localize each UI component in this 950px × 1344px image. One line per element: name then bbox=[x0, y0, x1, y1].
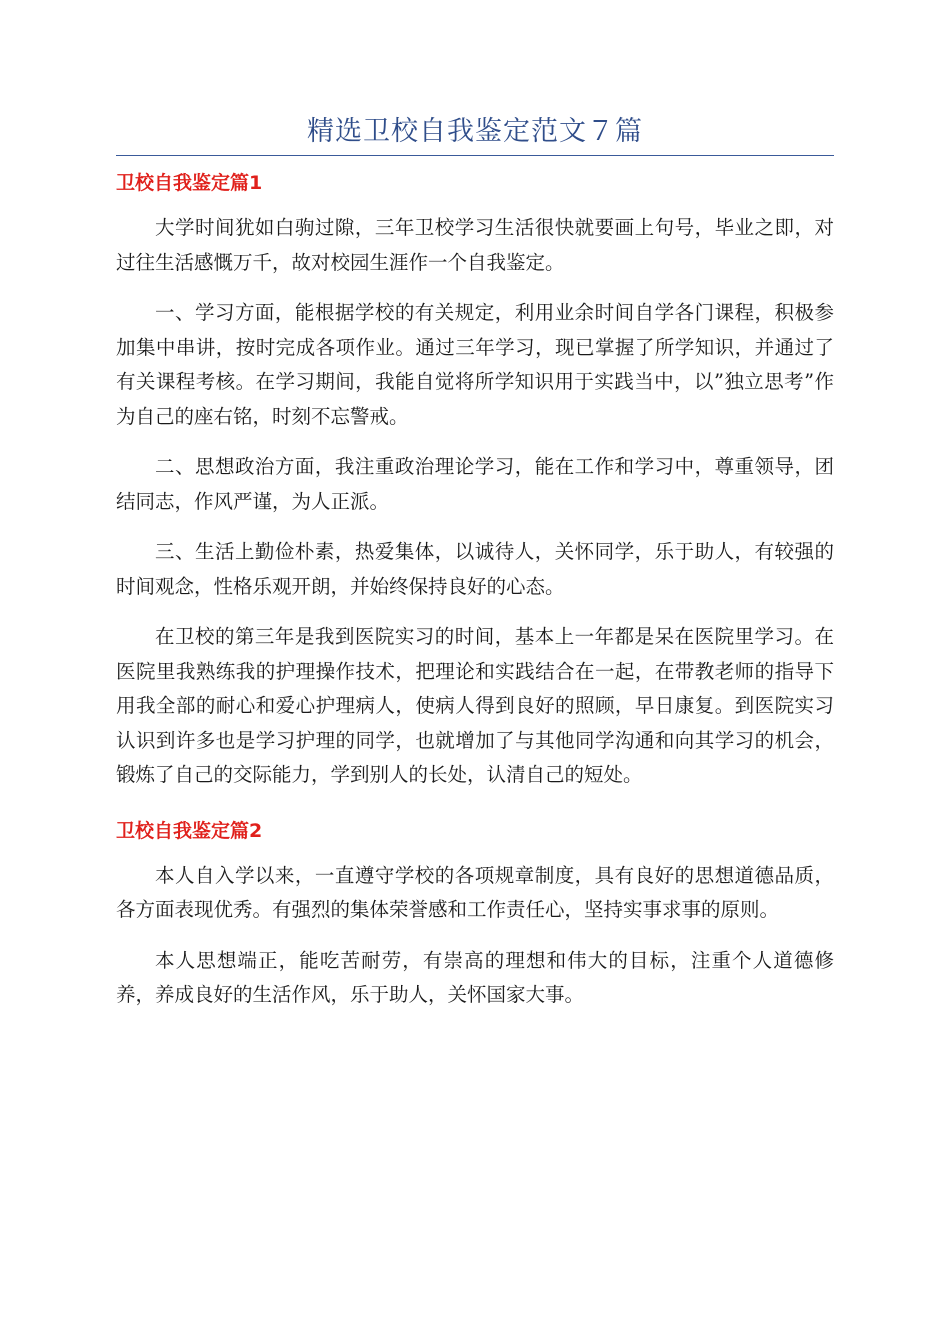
paragraph: 三、生活上勤俭朴素，热爱集体，以诚待人，关怀同学，乐于助人，有较强的时间观念，性格乐观开朗，并始终保持良好的心态。 bbox=[116, 540, 834, 598]
paragraph: 在卫校的第三年是我到医院实习的时间，基本上一年都是呆在医院里学习。在医院里我熟练我的护理操作技术，把理论和实践结合在一起，在带教老师的指导下用我全部的耐心和爱心护理病人，使病人得到良好的照顾，早日康复。到医院实习认识到许多也是学习护理的同学，也就增加了与其他同学沟通和向其学习的机会，锻炼了自己的交际能力，学到别人的长处，认清自己的短处。 bbox=[116, 625, 834, 786]
paragraph: 大学时间犹如白驹过隙，三年卫校学习生活很快就要画上句号，毕业之即，对过往生活感慨万千，故对校园生涯作一个自我鉴定。 bbox=[116, 216, 834, 274]
section-heading: 卫校自我鉴定篇2 bbox=[116, 819, 263, 842]
document-page bbox=[116, 112, 834, 1013]
title-underline bbox=[116, 155, 834, 156]
document-title: 精选卫校自我鉴定范文７篇 bbox=[307, 116, 643, 147]
paragraph: 一、学习方面，能根据学校的有关规定，利用业余时间自学各门课程，积极参加集中串讲，按时完成各项作业。通过三年学习，现已掌握了所学知识，并通过了有关课程考核。在学习期间，我能自觉将所学知识用于实践当中，以”独立思考”作为自己的座右铭，时刻不忘警戒。 bbox=[116, 301, 834, 428]
section-2 bbox=[116, 817, 834, 1013]
section-heading: 卫校自我鉴定篇1 bbox=[116, 172, 263, 194]
section-1 bbox=[116, 169, 834, 793]
paragraph: 本人思想端正，能吃苦耐劳，有崇高的理想和伟大的目标，注重个人道德修养，养成良好的生活作风，乐于助人，关怀国家大事。 bbox=[116, 948, 834, 1006]
paragraph: 本人自入学以来，一直遵守学校的各项规章制度，具有良好的思想道德品质，各方面表现优秀。有强烈的集体荣誉感和工作责任心，坚持实事求事的原则。 bbox=[116, 863, 834, 921]
paragraph: 二、思想政治方面，我注重政治理论学习，能在工作和学习中，尊重领导，团结同志，作风严谨，为人正派。 bbox=[116, 455, 834, 513]
